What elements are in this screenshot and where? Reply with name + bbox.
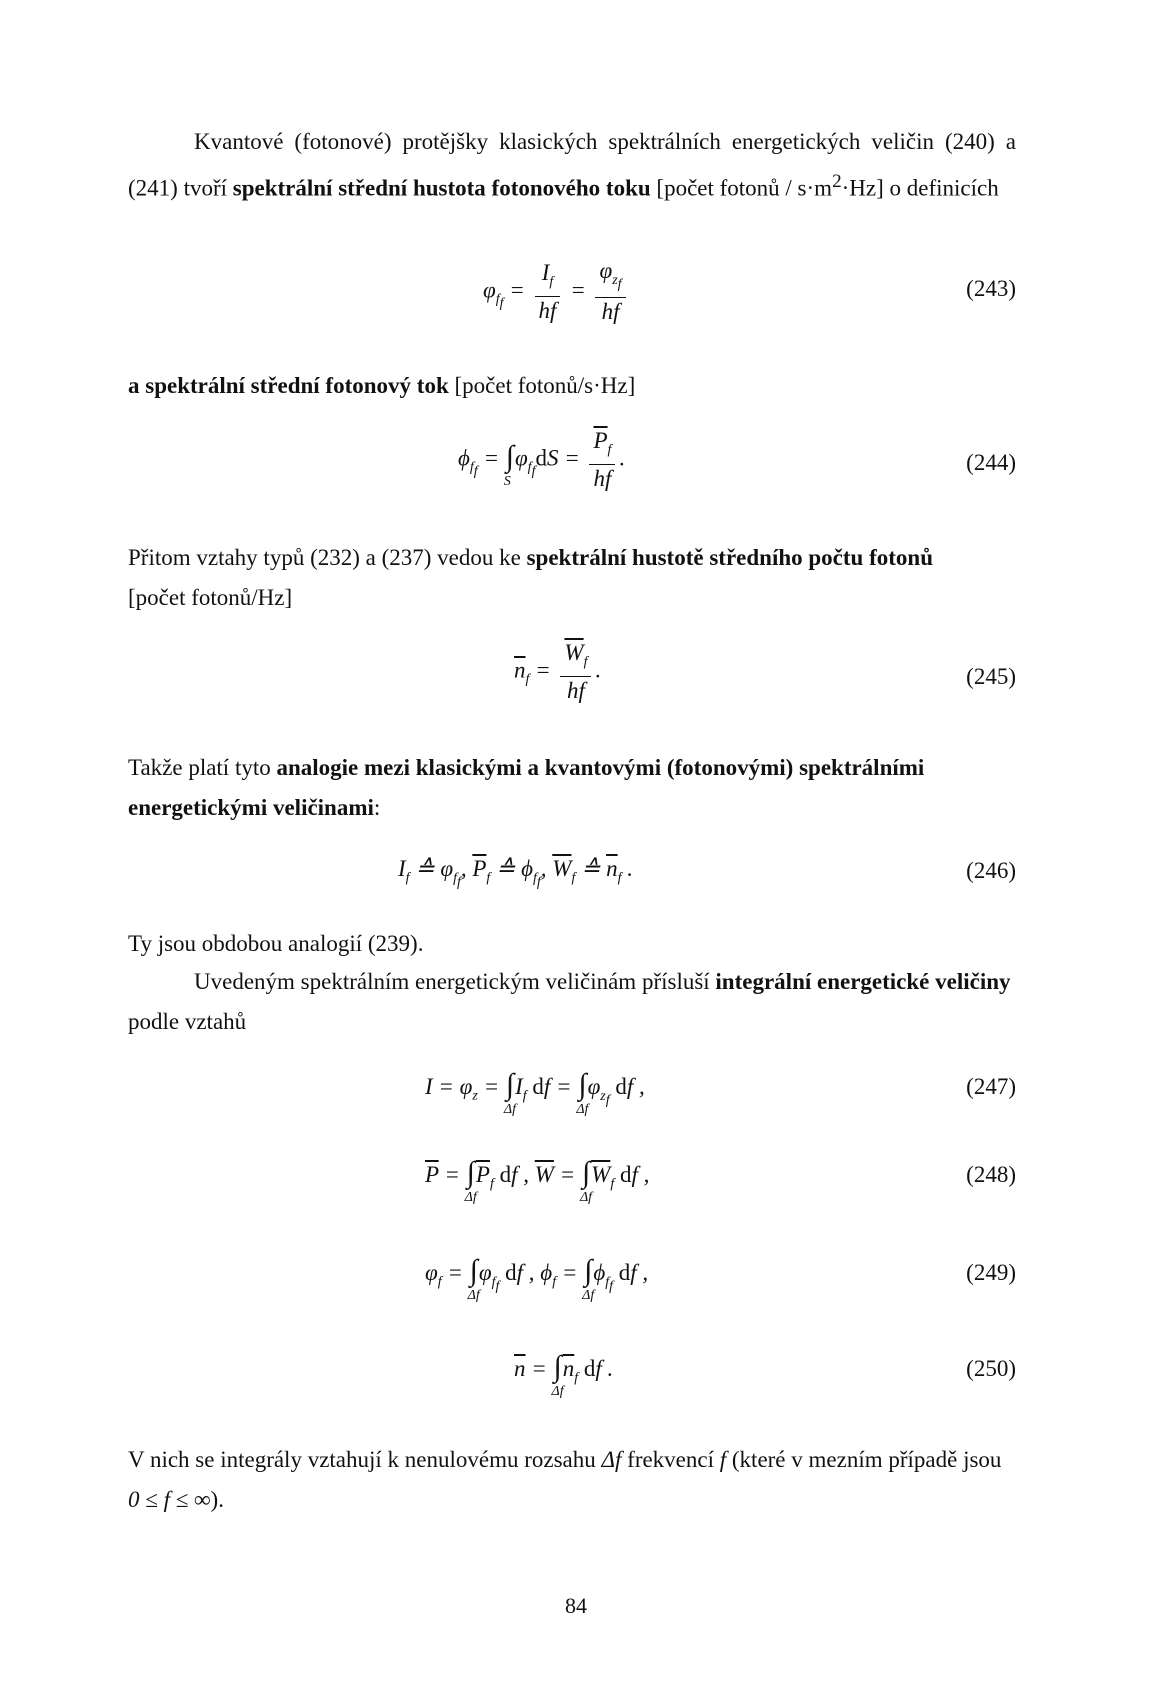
paragraph-range: [128, 1440, 1016, 1520]
text-run: (které v mezním případě jsou: [726, 1447, 1002, 1472]
math-inline: 0 ≤ f ≤ ∞: [128, 1487, 211, 1512]
bold-term: spektrální hustotě středního počtu fotonů: [526, 545, 933, 570]
text-run: Uvedeným spektrálním energetickým veličinám přísluší: [194, 969, 716, 994]
equation-245: [128, 640, 1016, 720]
text-run: Takže platí tyto: [128, 755, 277, 780]
paragraph-photon-count: [128, 538, 1016, 618]
text-run: [počet fotonů/s·Hz]: [448, 373, 636, 398]
equation-body: $\overline{P}$ = ∫ Δf $\overline{P}_f$ df , $\overline{W}$ = ∫ Δf $\overline{W}_f$ df ,: [425, 1156, 650, 1205]
superscript: 2: [832, 171, 842, 192]
text-run: Přitom vztahy typů (232) a (237) vedou ke: [128, 545, 527, 570]
equation-247: [128, 1068, 1016, 1148]
equation-body: $\overline{n}$ = ∫ Δf $\overline{n}_f$ df .: [514, 1350, 614, 1399]
equation-body: $\phi_{f_f}$ = ∫ S $\varphi_{f_f}dS$ = $\frac{\overline{P}_f}{hf}$ .: [458, 428, 626, 491]
text-run: ).: [210, 1487, 224, 1512]
equation-body: $\varphi_{f_f}$ = $\frac{I_f}{hf}$ = $\frac{\varphi_{z_f}}{hf}$: [483, 258, 630, 326]
text-run: ·Hz] o definicích: [841, 175, 999, 201]
equation-body: $\varphi_f$ = ∫ Δf $\varphi_{f_f}$ df , $\phi_f$ = ∫ Δf $\phi_{f_f}$ df ,: [425, 1254, 649, 1303]
text-run: frekvencí: [621, 1447, 720, 1472]
paragraph-analogies: [128, 748, 1016, 828]
equation-244: [128, 428, 1016, 508]
paragraph-flux: [128, 366, 1016, 406]
equation-body: $I_f$ ≙ $\varphi_{f_f}$, $\overline{P}_f$ ≙ $\phi_{f_f}$, $\overline{W}_f$ ≙ $\overline{n}_f$ .: [398, 856, 633, 890]
equation-number: (245): [966, 664, 1016, 689]
equation-250: [128, 1350, 1016, 1430]
equation-number: (247): [966, 1074, 1016, 1099]
equation-number: (243): [966, 276, 1016, 301]
math-inline: Δf: [601, 1447, 622, 1472]
equation-number: (246): [966, 858, 1016, 883]
equation-number: (244): [966, 450, 1016, 475]
text-run: :: [373, 795, 381, 820]
bold-term: spektrální střední hustota fotonového toku: [232, 175, 651, 201]
math-inline: f: [719, 1447, 727, 1472]
bold-term: a spektrální střední fotonový tok: [128, 373, 449, 398]
text-run: V nich se integrály vztahují k nenulovému rozsahu: [128, 1447, 602, 1472]
equation-249: [128, 1254, 1016, 1334]
text-run: [počet fotonů/Hz]: [128, 585, 293, 610]
text-run: Kvantové (fotonové) protějšky klasických spektrálních energetických veličin (240) a (241) tvoří: [128, 129, 1016, 201]
bold-term: analogie mezi klasickými a kvantovými (fotonovými) spektrálními energetickými veličinami: [128, 755, 925, 820]
equation-body: $I = \varphi_z$ = ∫ Δf $I_f$ df = ∫ Δf $\varphi_{z_f}$ df ,: [425, 1068, 645, 1117]
text-run: [počet fotonů / s·m: [650, 175, 833, 201]
equation-243: [128, 258, 1016, 338]
equation-number: (248): [966, 1162, 1016, 1187]
equation-number: (249): [966, 1260, 1016, 1285]
paragraph-intro: [128, 122, 1016, 209]
paragraph-integral: [128, 962, 1016, 1042]
paragraph-ref: [128, 924, 1016, 964]
equation-number: (250): [966, 1356, 1016, 1381]
bold-term: integrální energetické veličiny: [715, 969, 1011, 994]
text-run: Ty jsou obdobou analogií (239).: [128, 931, 424, 956]
page-number: 84: [565, 1593, 587, 1618]
equation-body: $\overline{n}_f$ = $\frac{\overline{W}_f}{hf}$ .: [514, 640, 602, 703]
text-run: podle vztahů: [128, 1009, 247, 1034]
equation-248: [128, 1156, 1016, 1236]
